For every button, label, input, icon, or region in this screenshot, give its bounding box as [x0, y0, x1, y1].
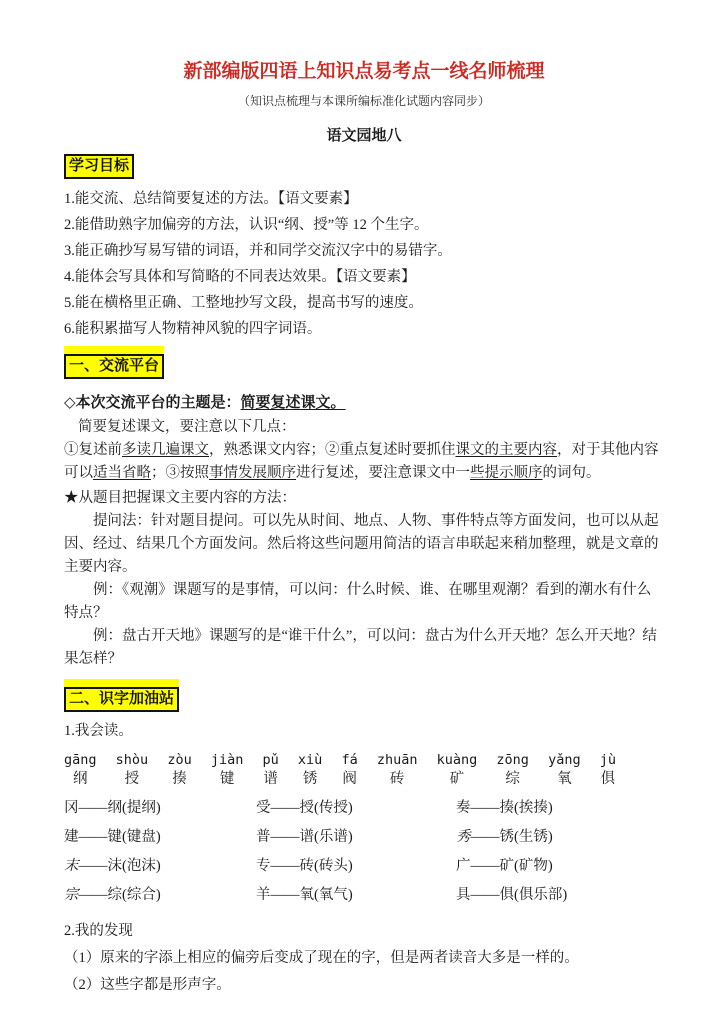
pinyin: jù: [599, 752, 616, 768]
highlight-strip: [64, 346, 164, 354]
pinyin: fá: [341, 752, 358, 768]
example-guanchao: 例：《观潮》课题写的是事情，可以问：什么时候、谁、在哪里观潮？看到的潮水有什么特点？: [64, 582, 652, 621]
pinyin: pǔ: [262, 752, 279, 768]
method-paragraph: 提问法：针对题目提问。可以先从时间、地点、人物、事件特点等方面发问，也可以从起因、经过、结果几个方面发问。然后将这些问题用简洁的语言串联起来稍加整理，就是文章的主要内容。: [64, 513, 659, 575]
pair-item: [64, 855, 256, 877]
pinyin: jiàn: [210, 752, 244, 768]
character: 纲: [73, 771, 88, 787]
character: 锈: [302, 771, 318, 787]
pair-rest: ——沫(泡沫): [78, 858, 161, 874]
pair-item: [256, 826, 456, 848]
goals-heading: 学习目标: [64, 154, 134, 179]
topic-prefix: ◇本次交流平台的主题是：: [64, 395, 241, 411]
points-text: ，对于其他内容可以: [64, 442, 659, 481]
highlight-strip: [64, 679, 179, 687]
pair-head: 普: [256, 829, 271, 845]
discover-label: 2.我的发现: [64, 923, 133, 939]
pair-rest: ——锈(生锈): [470, 829, 553, 845]
goals-heading-row: [64, 154, 664, 179]
points-underline: 课文的主要内容: [455, 442, 557, 458]
pair-head: 奏: [456, 800, 471, 816]
character: 综: [505, 771, 520, 787]
pinyin-col: [496, 752, 529, 789]
points-text: ；③按照: [151, 465, 209, 481]
topic-underlined: 简要复述课文。: [240, 395, 346, 411]
pair-item: [456, 797, 664, 819]
platform-intro: 简要复述课文，要注意以下几点：: [78, 419, 296, 435]
pair-rest: ——综(综合): [78, 887, 161, 903]
character: 阀: [342, 771, 357, 787]
pair-head: 末: [64, 858, 79, 874]
character: 氧: [557, 771, 572, 787]
pair-item: [456, 884, 664, 906]
character: 谱: [263, 771, 278, 787]
pinyin: yǎng: [548, 752, 581, 768]
character: 矿: [449, 771, 465, 787]
pair-rest: ——砖(砖头): [270, 858, 353, 874]
goal-item-1: 1.能交流、总结简要复述的方法。【语文要素】: [64, 191, 358, 207]
character: 揍: [172, 771, 187, 787]
pinyin-col: [167, 752, 191, 789]
points-text: 的词句。: [542, 465, 601, 481]
character: 授: [124, 771, 140, 787]
pinyin: gāng: [64, 752, 97, 768]
character: 砖: [389, 771, 405, 787]
pair-item: [256, 884, 456, 906]
pinyin-col: [341, 752, 357, 789]
points-underline: 适当省略: [93, 465, 151, 481]
pinyin: shòu: [115, 752, 149, 768]
points-text: 进行复述，要注意课文中一: [296, 465, 470, 481]
pair-head: 具: [456, 887, 471, 903]
points-text: ，熟悉课文内容；②重点复述时要抓住: [209, 442, 456, 458]
pair-item: [256, 855, 456, 877]
pair-head: 秀: [456, 829, 471, 845]
goal-item-2: 2.能借助熟字加偏旁的方法，认识“纲、授”等 12 个生字。: [64, 217, 429, 233]
pair-rest: ——矿(矿物): [470, 858, 553, 874]
doc-subtitle: （知识点梳理与本课所编标准化试题内容同步）: [237, 94, 490, 108]
pair-item: [64, 884, 256, 906]
pinyin: zhuān: [376, 752, 418, 768]
pair-head: 冈: [64, 800, 79, 816]
pair-rest: ——氧(氧气): [270, 887, 353, 903]
pinyin-col: [64, 752, 97, 789]
pair-rest: ——俱(俱乐部): [470, 887, 568, 903]
unit-title: 语文园地八: [326, 128, 402, 144]
points-text: ①复述前: [64, 442, 122, 458]
goals-list: [64, 186, 664, 342]
pinyin-col: [600, 752, 616, 789]
pairs-grid: [64, 797, 664, 906]
pinyin-col: [377, 752, 418, 789]
goal-item-4: 4.能体会写具体和写简略的不同表达效果。【语文要素】: [64, 269, 416, 285]
pair-item: [64, 797, 256, 819]
pair-head: 建: [64, 829, 79, 845]
pinyin-col: [437, 752, 478, 789]
pair-item: [64, 826, 256, 848]
pair-head: 羊: [256, 887, 271, 903]
pair-head: 受: [256, 800, 271, 816]
platform-topic-line: [64, 391, 664, 416]
example-pangu: 例：盘古开天地》课题写的是“谁干什么”，可以问：盘古为什么开天地？怎么开天地？结果怎样？: [64, 628, 657, 667]
shizi-heading-row: [64, 677, 664, 720]
pinyin-col: [263, 752, 279, 789]
pinyin: zòu: [167, 752, 192, 768]
pinyin: kuàng: [436, 752, 478, 768]
points-underline: 些提示顺序: [470, 465, 543, 481]
goal-item-3: 3.能正确抄写易写错的词语，并和同学交流汉字中的易错字。: [64, 243, 452, 259]
pinyin-col: [211, 752, 244, 789]
pinyin: xiù: [297, 752, 323, 768]
pinyin-col: [298, 752, 322, 789]
platform-heading-wrap: [64, 346, 164, 379]
shizi-heading: 二、识字加油站: [64, 687, 179, 712]
pair-item: [456, 826, 664, 848]
read-label: 1.我会读。: [64, 723, 133, 739]
discover-item-2: （2）这些字都是形声字。: [64, 977, 231, 993]
discover-section: [64, 918, 664, 999]
points-underline: 事情发展顺序: [209, 465, 296, 481]
character: 俱: [600, 771, 616, 787]
pair-rest: ——授(传授): [270, 800, 353, 816]
doc-title: 新部编版四语上知识点易考点一线名师梳理: [183, 61, 545, 82]
pair-head: 宗: [64, 887, 79, 903]
platform-points: [64, 439, 664, 485]
pair-item: [456, 855, 664, 877]
character: 键: [219, 771, 235, 787]
platform-heading-row: [64, 344, 664, 387]
pair-rest: ——揍(挨揍): [470, 800, 553, 816]
pair-rest: ——纲(提纲): [78, 800, 161, 816]
pair-head: 专: [256, 858, 271, 874]
pinyin-col: [116, 752, 149, 789]
shizi-heading-wrap: [64, 679, 179, 712]
discover-item-1: （1）原来的字添上相应的偏旁后变成了现在的字，但是两者读音大多是一样的。: [64, 950, 579, 966]
pair-rest: ——谱(乐谱): [270, 829, 353, 845]
star-heading: ★从题目把握课文主要内容的方法：: [64, 490, 296, 506]
pinyin: zōng: [496, 752, 529, 768]
points-underline: 多读几遍课文: [122, 442, 209, 458]
pinyin-table: [64, 752, 616, 789]
pinyin-col: [548, 752, 581, 789]
pair-item: [256, 797, 456, 819]
goal-item-6: 6.能积累描写人物精神风貌的四字词语。: [64, 321, 322, 337]
pair-rest: ——键(键盘): [78, 829, 161, 845]
goal-item-5: 5.能在横格里正确、工整地抄写文段，提高书写的速度。: [64, 295, 423, 311]
pair-head: 广: [456, 858, 471, 874]
platform-heading: 一、交流平台: [64, 354, 164, 379]
